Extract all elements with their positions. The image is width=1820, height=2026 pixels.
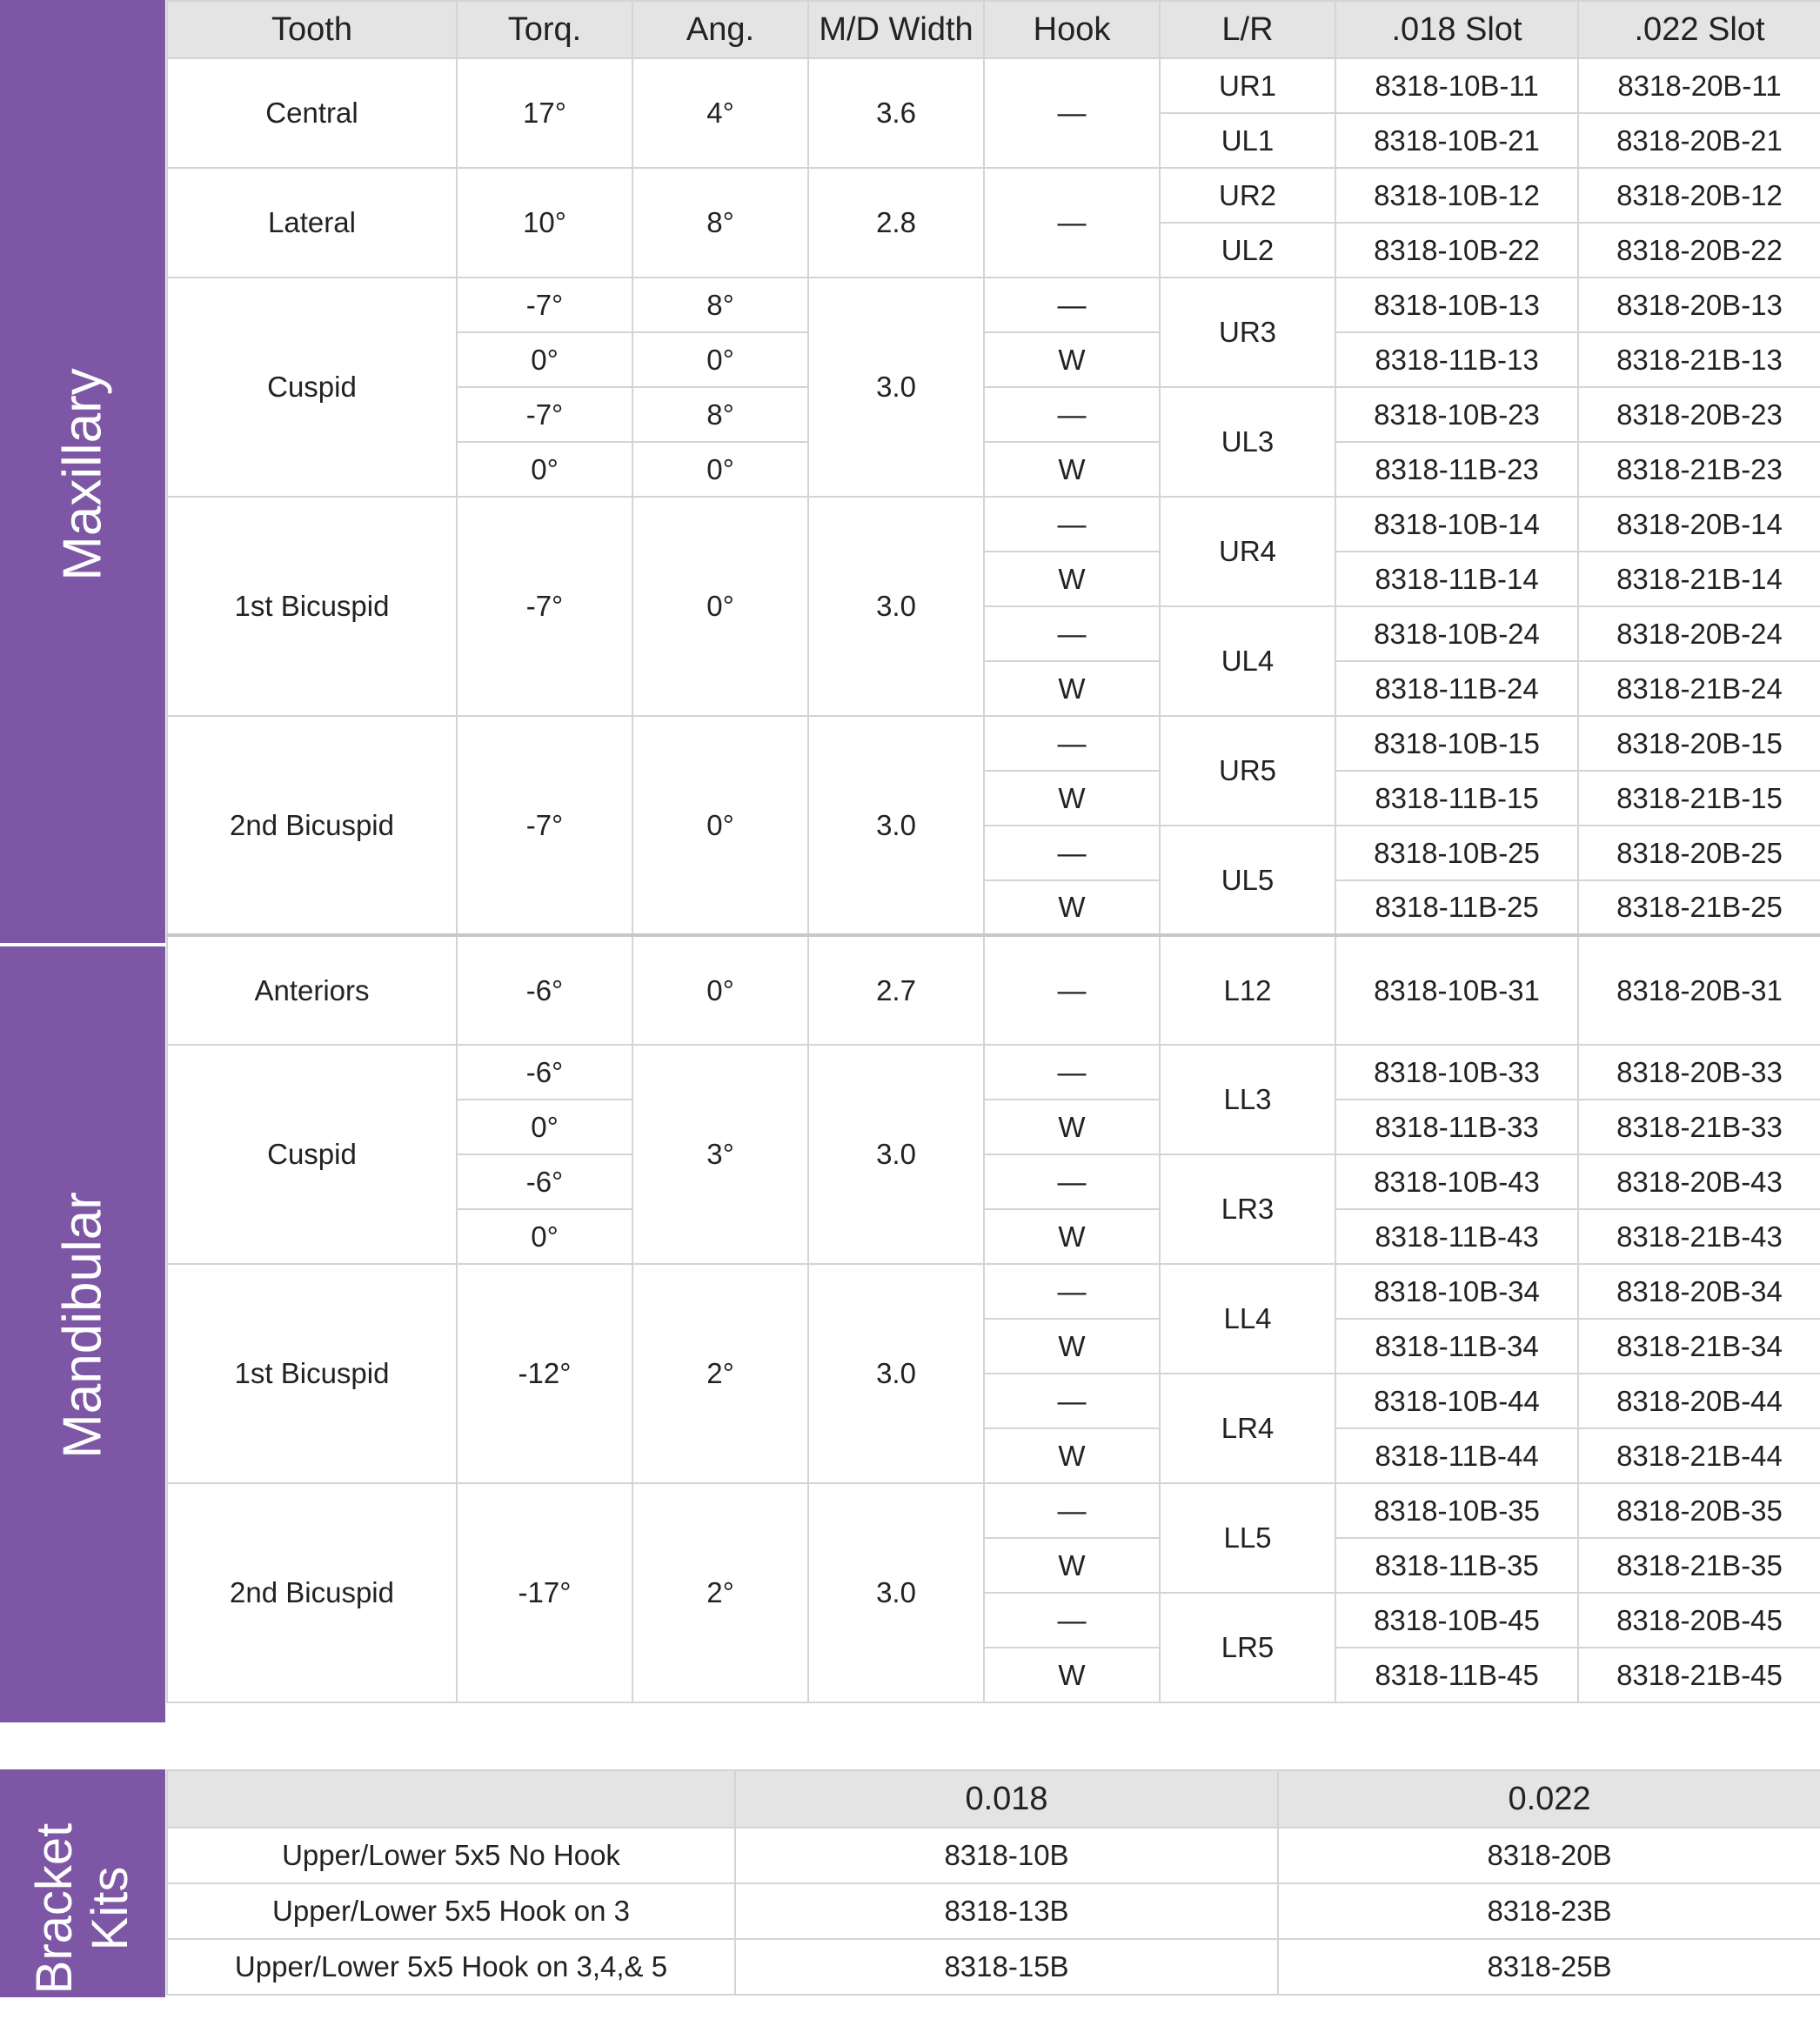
- kits-header-row: [167, 1770, 1820, 1828]
- kits-row: [167, 1883, 1820, 1939]
- hook-cell: —: [984, 277, 1160, 332]
- slot-018-cell: 8318-10B-24: [1335, 606, 1578, 661]
- slot-022-cell: 8318-20B-13: [1578, 277, 1820, 332]
- maxillary-label: Maxillary: [52, 368, 113, 581]
- lr-cell: L12: [1160, 935, 1335, 1045]
- hook-cell: —: [984, 1374, 1160, 1428]
- table-row: [167, 935, 1820, 1045]
- bracket-kits-band: [0, 1769, 165, 1997]
- slot-018-cell: 8318-11B-44: [1335, 1428, 1578, 1483]
- lr-cell: UR5: [1160, 716, 1335, 826]
- hook-cell: —: [984, 1264, 1160, 1319]
- hook-cell: W: [984, 661, 1160, 716]
- kits-header-022: 0.022: [1278, 1770, 1820, 1828]
- table-row: [167, 168, 1820, 223]
- width-cell: 3.0: [808, 497, 984, 716]
- slot-022-cell: 8318-20B-44: [1578, 1374, 1820, 1428]
- torque-cell: 0°: [457, 1209, 632, 1264]
- slot-018-cell: 8318-11B-35: [1335, 1538, 1578, 1593]
- hook-cell: W: [984, 552, 1160, 606]
- angulation-cell: 0°: [632, 332, 808, 387]
- angulation-cell: 8°: [632, 168, 808, 277]
- lr-cell: LR4: [1160, 1374, 1335, 1483]
- slot-022-cell: 8318-20B-35: [1578, 1483, 1820, 1538]
- angulation-cell: 3°: [632, 1045, 808, 1264]
- angulation-cell: 0°: [632, 442, 808, 497]
- lr-cell: LL4: [1160, 1264, 1335, 1374]
- header-lr: L/R: [1160, 1, 1335, 58]
- width-cell: 3.0: [808, 277, 984, 497]
- tooth-cell: Anteriors: [167, 935, 457, 1045]
- slot-022-cell: 8318-20B-23: [1578, 387, 1820, 442]
- kit-018-cell: 8318-13B: [735, 1883, 1278, 1939]
- hook-cell: W: [984, 1428, 1160, 1483]
- slot-022-cell: 8318-21B-14: [1578, 552, 1820, 606]
- kits-row: [167, 1939, 1820, 1995]
- angulation-cell: 0°: [632, 497, 808, 716]
- tooth-cell: 1st Bicuspid: [167, 1264, 457, 1483]
- slot-018-cell: 8318-10B-44: [1335, 1374, 1578, 1428]
- slot-018-cell: 8318-11B-43: [1335, 1209, 1578, 1264]
- hook-cell: W: [984, 1538, 1160, 1593]
- hook-cell: W: [984, 332, 1160, 387]
- torque-cell: 0°: [457, 1100, 632, 1154]
- width-cell: 2.8: [808, 168, 984, 277]
- angulation-cell: 2°: [632, 1264, 808, 1483]
- hook-cell: —: [984, 606, 1160, 661]
- slot-018-cell: 8318-11B-34: [1335, 1319, 1578, 1374]
- slot-022-cell: 8318-21B-33: [1578, 1100, 1820, 1154]
- hook-cell: —: [984, 387, 1160, 442]
- slot-022-cell: 8318-20B-34: [1578, 1264, 1820, 1319]
- slot-018-cell: 8318-10B-35: [1335, 1483, 1578, 1538]
- kit-name-cell: Upper/Lower 5x5 No Hook: [167, 1828, 735, 1883]
- mandibular-label: Mandibular: [52, 1192, 113, 1459]
- torque-cell: -7°: [457, 497, 632, 716]
- table-row: [167, 1483, 1820, 1538]
- lr-cell: UR2: [1160, 168, 1335, 223]
- torque-cell: -6°: [457, 1154, 632, 1209]
- slot-018-cell: 8318-11B-45: [1335, 1648, 1578, 1702]
- slot-018-cell: 8318-11B-33: [1335, 1100, 1578, 1154]
- hook-cell: —: [984, 1483, 1160, 1538]
- slot-018-cell: 8318-10B-21: [1335, 113, 1578, 168]
- slot-022-cell: 8318-21B-35: [1578, 1538, 1820, 1593]
- lr-cell: UR4: [1160, 497, 1335, 606]
- mandibular-band: [0, 946, 165, 1722]
- slot-018-cell: 8318-10B-22: [1335, 223, 1578, 277]
- hook-cell: W: [984, 1209, 1160, 1264]
- kit-name-cell: Upper/Lower 5x5 Hook on 3: [167, 1883, 735, 1939]
- tooth-cell: Lateral: [167, 168, 457, 277]
- angulation-cell: 0°: [632, 716, 808, 935]
- torque-cell: -6°: [457, 935, 632, 1045]
- header-slot-022: .022 Slot: [1578, 1, 1820, 58]
- torque-cell: -7°: [457, 387, 632, 442]
- slot-022-cell: 8318-20B-14: [1578, 497, 1820, 552]
- bracket-kits-line1: Bracket: [26, 1822, 83, 1995]
- slot-022-cell: 8318-21B-45: [1578, 1648, 1820, 1702]
- bracket-kits-table: [166, 1769, 1820, 1996]
- slot-018-cell: 8318-10B-15: [1335, 716, 1578, 771]
- kit-name-cell: Upper/Lower 5x5 Hook on 3,4,& 5: [167, 1939, 735, 1995]
- slot-018-cell: 8318-10B-43: [1335, 1154, 1578, 1209]
- angulation-cell: 2°: [632, 1483, 808, 1702]
- tooth-cell: 2nd Bicuspid: [167, 1483, 457, 1702]
- table-row: [167, 1045, 1820, 1100]
- spec-header-row: [167, 1, 1820, 58]
- slot-022-cell: 8318-20B-12: [1578, 168, 1820, 223]
- tooth-cell: Cuspid: [167, 277, 457, 497]
- slot-018-cell: 8318-11B-24: [1335, 661, 1578, 716]
- lr-cell: UL5: [1160, 826, 1335, 935]
- header-torque: Torq.: [457, 1, 632, 58]
- hook-cell: W: [984, 442, 1160, 497]
- kit-018-cell: 8318-10B: [735, 1828, 1278, 1883]
- slot-018-cell: 8318-10B-11: [1335, 58, 1578, 113]
- header-md-width: M/D Width: [808, 1, 984, 58]
- torque-cell: 10°: [457, 168, 632, 277]
- width-cell: 3.0: [808, 1483, 984, 1702]
- angulation-cell: 0°: [632, 935, 808, 1045]
- kit-018-cell: 8318-15B: [735, 1939, 1278, 1995]
- hook-cell: W: [984, 1319, 1160, 1374]
- width-cell: 3.0: [808, 716, 984, 935]
- table-row: [167, 1264, 1820, 1319]
- header-angulation: Ang.: [632, 1, 808, 58]
- hook-cell: —: [984, 58, 1160, 168]
- slot-022-cell: 8318-21B-44: [1578, 1428, 1820, 1483]
- slot-022-cell: 8318-21B-34: [1578, 1319, 1820, 1374]
- hook-cell: —: [984, 168, 1160, 277]
- table-row: [167, 58, 1820, 113]
- slot-022-cell: 8318-20B-45: [1578, 1593, 1820, 1648]
- lr-cell: UL2: [1160, 223, 1335, 277]
- width-cell: 2.7: [808, 935, 984, 1045]
- slot-018-cell: 8318-11B-23: [1335, 442, 1578, 497]
- lr-cell: UR1: [1160, 58, 1335, 113]
- torque-cell: -7°: [457, 716, 632, 935]
- table-row: [167, 716, 1820, 771]
- kit-022-cell: 8318-23B: [1278, 1883, 1820, 1939]
- hook-cell: —: [984, 1154, 1160, 1209]
- kit-022-cell: 8318-20B: [1278, 1828, 1820, 1883]
- slot-022-cell: 8318-20B-43: [1578, 1154, 1820, 1209]
- bracket-kits-line2: Kits: [82, 1866, 138, 1951]
- header-hook: Hook: [984, 1, 1160, 58]
- hook-cell: —: [984, 826, 1160, 880]
- lr-cell: UL1: [1160, 113, 1335, 168]
- lr-cell: UL3: [1160, 387, 1335, 497]
- hook-cell: —: [984, 935, 1160, 1045]
- hook-cell: W: [984, 880, 1160, 935]
- lr-cell: UR3: [1160, 277, 1335, 387]
- hook-cell: —: [984, 1045, 1160, 1100]
- hook-cell: —: [984, 716, 1160, 771]
- torque-cell: -7°: [457, 277, 632, 332]
- maxillary-band: [0, 0, 165, 943]
- hook-cell: —: [984, 1593, 1160, 1648]
- tooth-cell: Central: [167, 58, 457, 168]
- slot-018-cell: 8318-10B-34: [1335, 1264, 1578, 1319]
- slot-018-cell: 8318-10B-25: [1335, 826, 1578, 880]
- slot-018-cell: 8318-10B-14: [1335, 497, 1578, 552]
- bracket-spec-table: [166, 0, 1820, 1703]
- slot-022-cell: 8318-21B-15: [1578, 771, 1820, 826]
- slot-022-cell: 8318-21B-43: [1578, 1209, 1820, 1264]
- slot-022-cell: 8318-21B-13: [1578, 332, 1820, 387]
- angulation-cell: 8°: [632, 387, 808, 442]
- slot-022-cell: 8318-20B-21: [1578, 113, 1820, 168]
- bracket-kits-label: [27, 1791, 138, 2026]
- slot-018-cell: 8318-11B-15: [1335, 771, 1578, 826]
- width-cell: 3.0: [808, 1264, 984, 1483]
- kits-header-blank: [167, 1770, 735, 1828]
- slot-022-cell: 8318-20B-22: [1578, 223, 1820, 277]
- slot-022-cell: 8318-20B-33: [1578, 1045, 1820, 1100]
- slot-022-cell: 8318-20B-25: [1578, 826, 1820, 880]
- angulation-cell: 8°: [632, 277, 808, 332]
- table-row: [167, 497, 1820, 552]
- slot-018-cell: 8318-11B-14: [1335, 552, 1578, 606]
- header-slot-018: .018 Slot: [1335, 1, 1578, 58]
- lr-cell: LR5: [1160, 1593, 1335, 1702]
- angulation-cell: 4°: [632, 58, 808, 168]
- tooth-cell: 2nd Bicuspid: [167, 716, 457, 935]
- table-row: [167, 277, 1820, 332]
- torque-cell: 17°: [457, 58, 632, 168]
- tooth-cell: Cuspid: [167, 1045, 457, 1264]
- lr-cell: UL4: [1160, 606, 1335, 716]
- header-tooth: Tooth: [167, 1, 457, 58]
- slot-018-cell: 8318-10B-31: [1335, 935, 1578, 1045]
- slot-018-cell: 8318-11B-25: [1335, 880, 1578, 935]
- hook-cell: W: [984, 771, 1160, 826]
- slot-022-cell: 8318-20B-15: [1578, 716, 1820, 771]
- slot-018-cell: 8318-10B-33: [1335, 1045, 1578, 1100]
- lr-cell: LL5: [1160, 1483, 1335, 1593]
- kits-header-018: 0.018: [735, 1770, 1278, 1828]
- slot-018-cell: 8318-10B-23: [1335, 387, 1578, 442]
- torque-cell: -12°: [457, 1264, 632, 1483]
- slot-022-cell: 8318-20B-11: [1578, 58, 1820, 113]
- width-cell: 3.6: [808, 58, 984, 168]
- hook-cell: —: [984, 497, 1160, 552]
- slot-022-cell: 8318-21B-24: [1578, 661, 1820, 716]
- slot-022-cell: 8318-20B-24: [1578, 606, 1820, 661]
- slot-022-cell: 8318-21B-25: [1578, 880, 1820, 935]
- lr-cell: LL3: [1160, 1045, 1335, 1154]
- slot-018-cell: 8318-10B-12: [1335, 168, 1578, 223]
- hook-cell: W: [984, 1100, 1160, 1154]
- width-cell: 3.0: [808, 1045, 984, 1264]
- slot-018-cell: 8318-10B-13: [1335, 277, 1578, 332]
- tooth-cell: 1st Bicuspid: [167, 497, 457, 716]
- hook-cell: W: [984, 1648, 1160, 1702]
- torque-cell: -17°: [457, 1483, 632, 1702]
- torque-cell: -6°: [457, 1045, 632, 1100]
- slot-022-cell: 8318-20B-31: [1578, 935, 1820, 1045]
- kits-row: [167, 1828, 1820, 1883]
- kit-022-cell: 8318-25B: [1278, 1939, 1820, 1995]
- lr-cell: LR3: [1160, 1154, 1335, 1264]
- slot-018-cell: 8318-10B-45: [1335, 1593, 1578, 1648]
- slot-018-cell: 8318-11B-13: [1335, 332, 1578, 387]
- torque-cell: 0°: [457, 332, 632, 387]
- slot-022-cell: 8318-21B-23: [1578, 442, 1820, 497]
- torque-cell: 0°: [457, 442, 632, 497]
